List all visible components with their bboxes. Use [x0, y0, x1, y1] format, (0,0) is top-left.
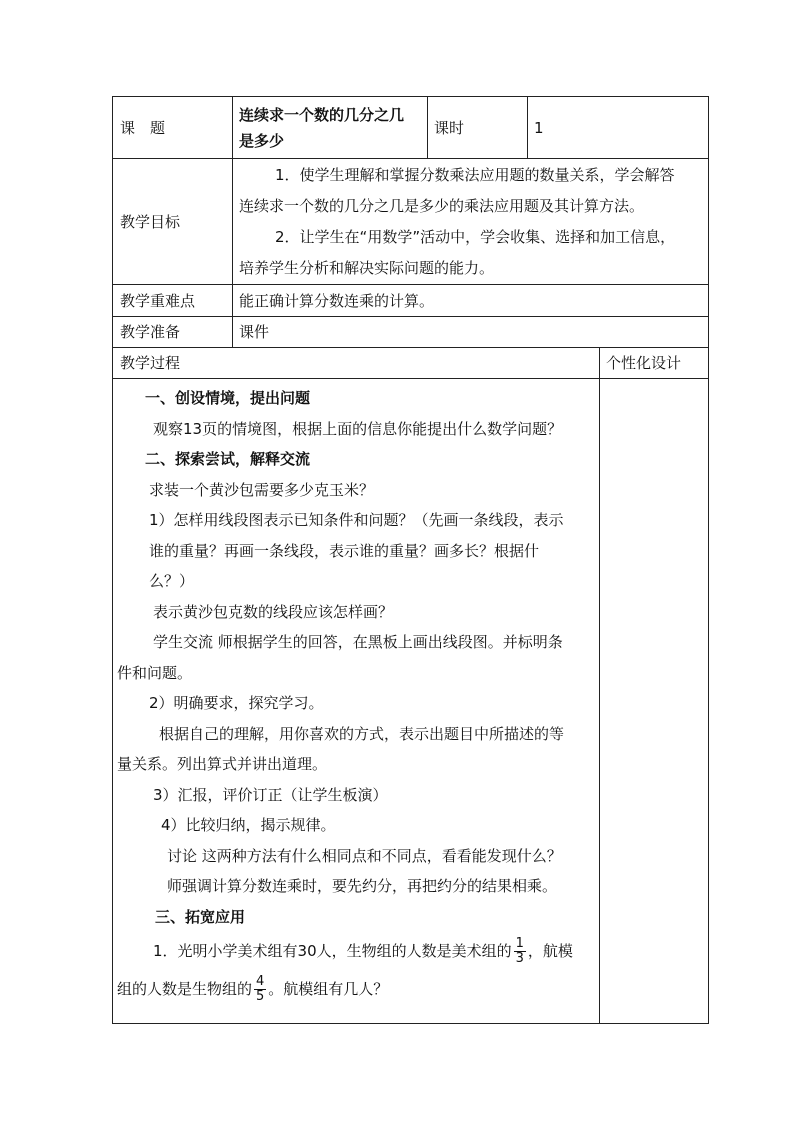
section-2-discussion: 讨论 这两种方法有什么相同点和不同点，看看能发现什么？	[167, 846, 562, 865]
section-2-step-2: 2）明确要求，探究学习。	[149, 694, 324, 712]
key-points-label: 教学重难点	[113, 285, 233, 317]
section-1-title: 一、创设情境，提出问题	[145, 389, 311, 407]
fraction-2-numerator: 4	[256, 974, 265, 989]
hours-label: 课时	[428, 97, 528, 159]
section-2-step-3: 3）汇报，评价订正（让学生板演）	[153, 785, 388, 804]
section-2-step-4: 4）比较归纳，揭示规律。	[161, 816, 336, 834]
goal-line-1: 1．使学生理解和掌握分数乘法应用题的数量关系，学会解答	[275, 165, 675, 184]
section-2-para-2: 表示黄沙包克数的线段应该怎样画？	[153, 602, 394, 621]
goal-line-4: 培养学生分析和解决实际问题的能力。	[239, 258, 495, 277]
problem-text-1c: 组的人数是生物组的	[117, 980, 253, 998]
row-key-points	[113, 285, 709, 317]
problem-text-1d: 。航模组有几人？	[268, 980, 389, 998]
section-2-teacher-note: 师强调计算分数连乘时，要先约分，再把约分的结果相乘。	[167, 877, 558, 895]
topic-line-2: 是多少	[239, 131, 285, 150]
goal-line-2: 连续求一个数的几分之几是多少的乘法应用题及其计算方法。	[239, 196, 645, 215]
section-3-problem-line-2	[117, 970, 593, 1008]
topic-line-1: 连续求一个数的几分之几	[239, 105, 405, 124]
section-1-para: 观察13页的情境图，根据上面的信息你能提出什么数学问题？	[153, 419, 563, 438]
lesson-plan-table	[112, 96, 709, 1024]
goal-line-3: 2．让学生在“用数学”活动中，学会收集、选择和加工信息，	[275, 227, 676, 246]
fraction-1-numerator: 1	[515, 936, 524, 951]
lesson-plan-sheet	[112, 96, 708, 1024]
topic-value	[233, 97, 428, 159]
problem-text-1b: ，航模	[527, 942, 573, 960]
personalized-design-cell	[600, 379, 709, 1024]
section-2-step-1a: 1）怎样用线段图表示已知条件和问题？（先画一条线段，表示	[149, 511, 564, 529]
section-2-title: 二、探索尝试，解释交流	[145, 450, 311, 468]
section-3-title: 三、拓宽应用	[155, 907, 246, 926]
row-process-body	[113, 379, 709, 1024]
process-label: 教学过程	[113, 348, 600, 379]
row-process-header	[113, 348, 709, 379]
preparation-value: 课件	[233, 317, 709, 348]
hours-value: 1	[528, 97, 709, 159]
section-2-para-5a: 根据自己的理解，用你喜欢的方式，表示出题目中所描述的等	[159, 724, 565, 743]
row-preparation	[113, 317, 709, 348]
section-3-problem-line-1	[117, 932, 593, 970]
section-2-step-1b: 谁的重量？再画一条线段，表示谁的重量？画多长？根据什	[149, 541, 540, 560]
section-2-para-5b: 量关系。列出算式并讲出道理。	[117, 755, 328, 773]
row-topic	[113, 97, 709, 159]
preparation-label: 教学准备	[113, 317, 233, 348]
section-2-para-3b: 件和问题。	[117, 663, 193, 682]
fraction-one-third	[514, 937, 526, 966]
goals-value	[233, 159, 709, 285]
problem-text-1a: 1．光明小学美术组有30人，生物组的人数是美术组的	[153, 942, 512, 960]
fraction-four-fifths	[254, 975, 266, 1004]
goals-label: 教学目标	[113, 159, 233, 285]
section-2-para-3a: 学生交流 师根据学生的回答，在黑板上画出线段图。并标明条	[153, 633, 563, 651]
section-2-question: 求装一个黄沙包需要多少克玉米？	[149, 480, 375, 499]
fraction-2-denominator: 5	[256, 989, 265, 1004]
fraction-1-denominator: 3	[515, 951, 524, 966]
process-content	[113, 379, 600, 1024]
personalized-design-label: 个性化设计	[600, 348, 709, 379]
row-goals	[113, 159, 709, 285]
section-2-step-1c: 么？）	[149, 572, 195, 590]
key-points-value: 能正确计算分数连乘的计算。	[233, 285, 709, 317]
topic-label: 课 题	[113, 97, 233, 159]
